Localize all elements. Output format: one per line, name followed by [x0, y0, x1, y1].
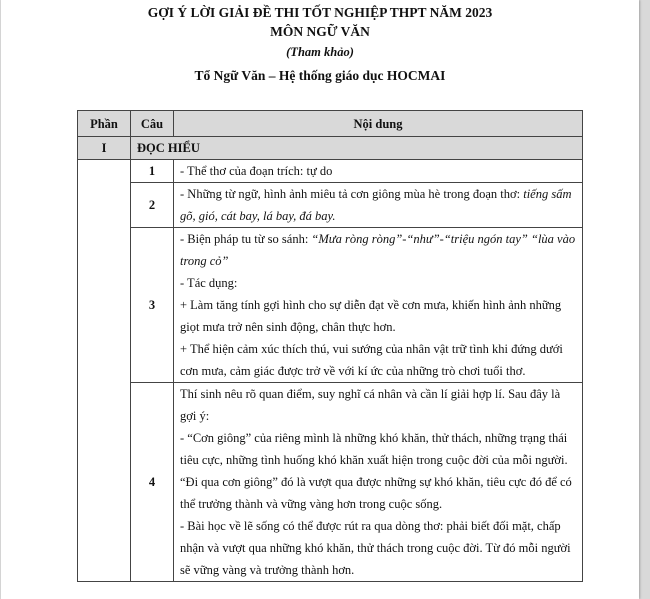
- answer-table: [77, 110, 583, 582]
- answer-line: - “Cơn giông” của riêng mình là những khó khăn, thử thách, những trạng thái tiêu cực, những tình huống khó khăn xuất hiện trong cuộc đời của mỗi người. “Đi qua cơn giông” đó là vượt qua được những sự khó khăn, tiêu cực đó để có thể trưởng thành và vững vàng hơn trong cuộc sống.: [180, 431, 572, 511]
- table-row: [78, 183, 583, 228]
- answer-quote: “Mưa ròng ròng”-“như”-“triệu ngón tay” “lùa vào trong cỏ”: [180, 232, 576, 268]
- answer-line: [180, 228, 576, 272]
- table-row: [78, 383, 583, 582]
- reference-note: (Tham khảo): [286, 45, 354, 59]
- answer-line: [180, 183, 576, 227]
- section-row: [78, 137, 583, 160]
- question-number: 1: [131, 160, 174, 183]
- answer-line: Thí sinh nêu rõ quan điểm, suy nghĩ cá nhân và cần lí giải hợp lí. Sau đây là gợi ý:: [180, 387, 561, 423]
- answer-line: + Thể hiện cảm xúc thích thú, vui sướng của nhân vật trữ tình khi đứng dưới cơn mưa, cảm giác được trở về với kí ức của những trò chơi tuổi thơ.: [180, 342, 563, 378]
- document-page: [1, 0, 639, 599]
- part-cell-empty: [78, 160, 131, 582]
- answer-line: - Tác dụng:: [180, 276, 238, 290]
- answer-text: - Biện pháp tu từ so sánh:: [180, 232, 312, 246]
- question-number: 2: [131, 183, 174, 228]
- table-header-row: [78, 111, 583, 137]
- section-title: ĐỌC HIỂU: [131, 137, 583, 160]
- table-row: [78, 228, 583, 383]
- column-header-content: Nội dung: [174, 111, 583, 137]
- answer-text: - Những từ ngữ, hình ảnh miêu tả cơn giông mùa hè trong đoạn thơ:: [180, 187, 524, 201]
- document-title: GỢI Ý LỜI GIẢI ĐỀ THI TỐT NGHIỆP THPT NĂM 2023: [147, 5, 493, 20]
- answer-content: [174, 383, 583, 582]
- section-part: I: [78, 137, 131, 160]
- answer-quote: tiếng sấm gõ, gió, cát bay, lá bay, đá bay.: [180, 187, 572, 223]
- question-number: 3: [131, 228, 174, 383]
- column-header-question: Câu: [131, 111, 174, 137]
- answer-line: + Làm tăng tính gợi hình cho sự diễn đạt về cơn mưa, khiến hình ảnh những giọt mưa trở nên sinh động, chân thực hơn.: [180, 298, 562, 334]
- column-header-part: Phần: [78, 111, 131, 137]
- answer-content: [174, 183, 583, 228]
- table-row: [78, 160, 583, 183]
- answer-content: [174, 228, 583, 383]
- answer-line: - Thể thơ của đoạn trích: tự do: [180, 164, 333, 178]
- subject-title: MÔN NGỮ VĂN: [270, 24, 370, 39]
- author-line: Tổ Ngữ Văn – Hệ thống giáo dục HOCMAI: [194, 68, 446, 83]
- answer-content: [174, 160, 583, 183]
- answer-line: - Bài học về lẽ sống có thể được rút ra qua dòng thơ: phải biết đối mặt, chấp nhận và vượt qua những khó khăn, thử thách trong cuộc đời. Từ đó mỗi người sẽ vững vàng và trưởng thành hơn.: [180, 519, 571, 577]
- question-number: 4: [131, 383, 174, 582]
